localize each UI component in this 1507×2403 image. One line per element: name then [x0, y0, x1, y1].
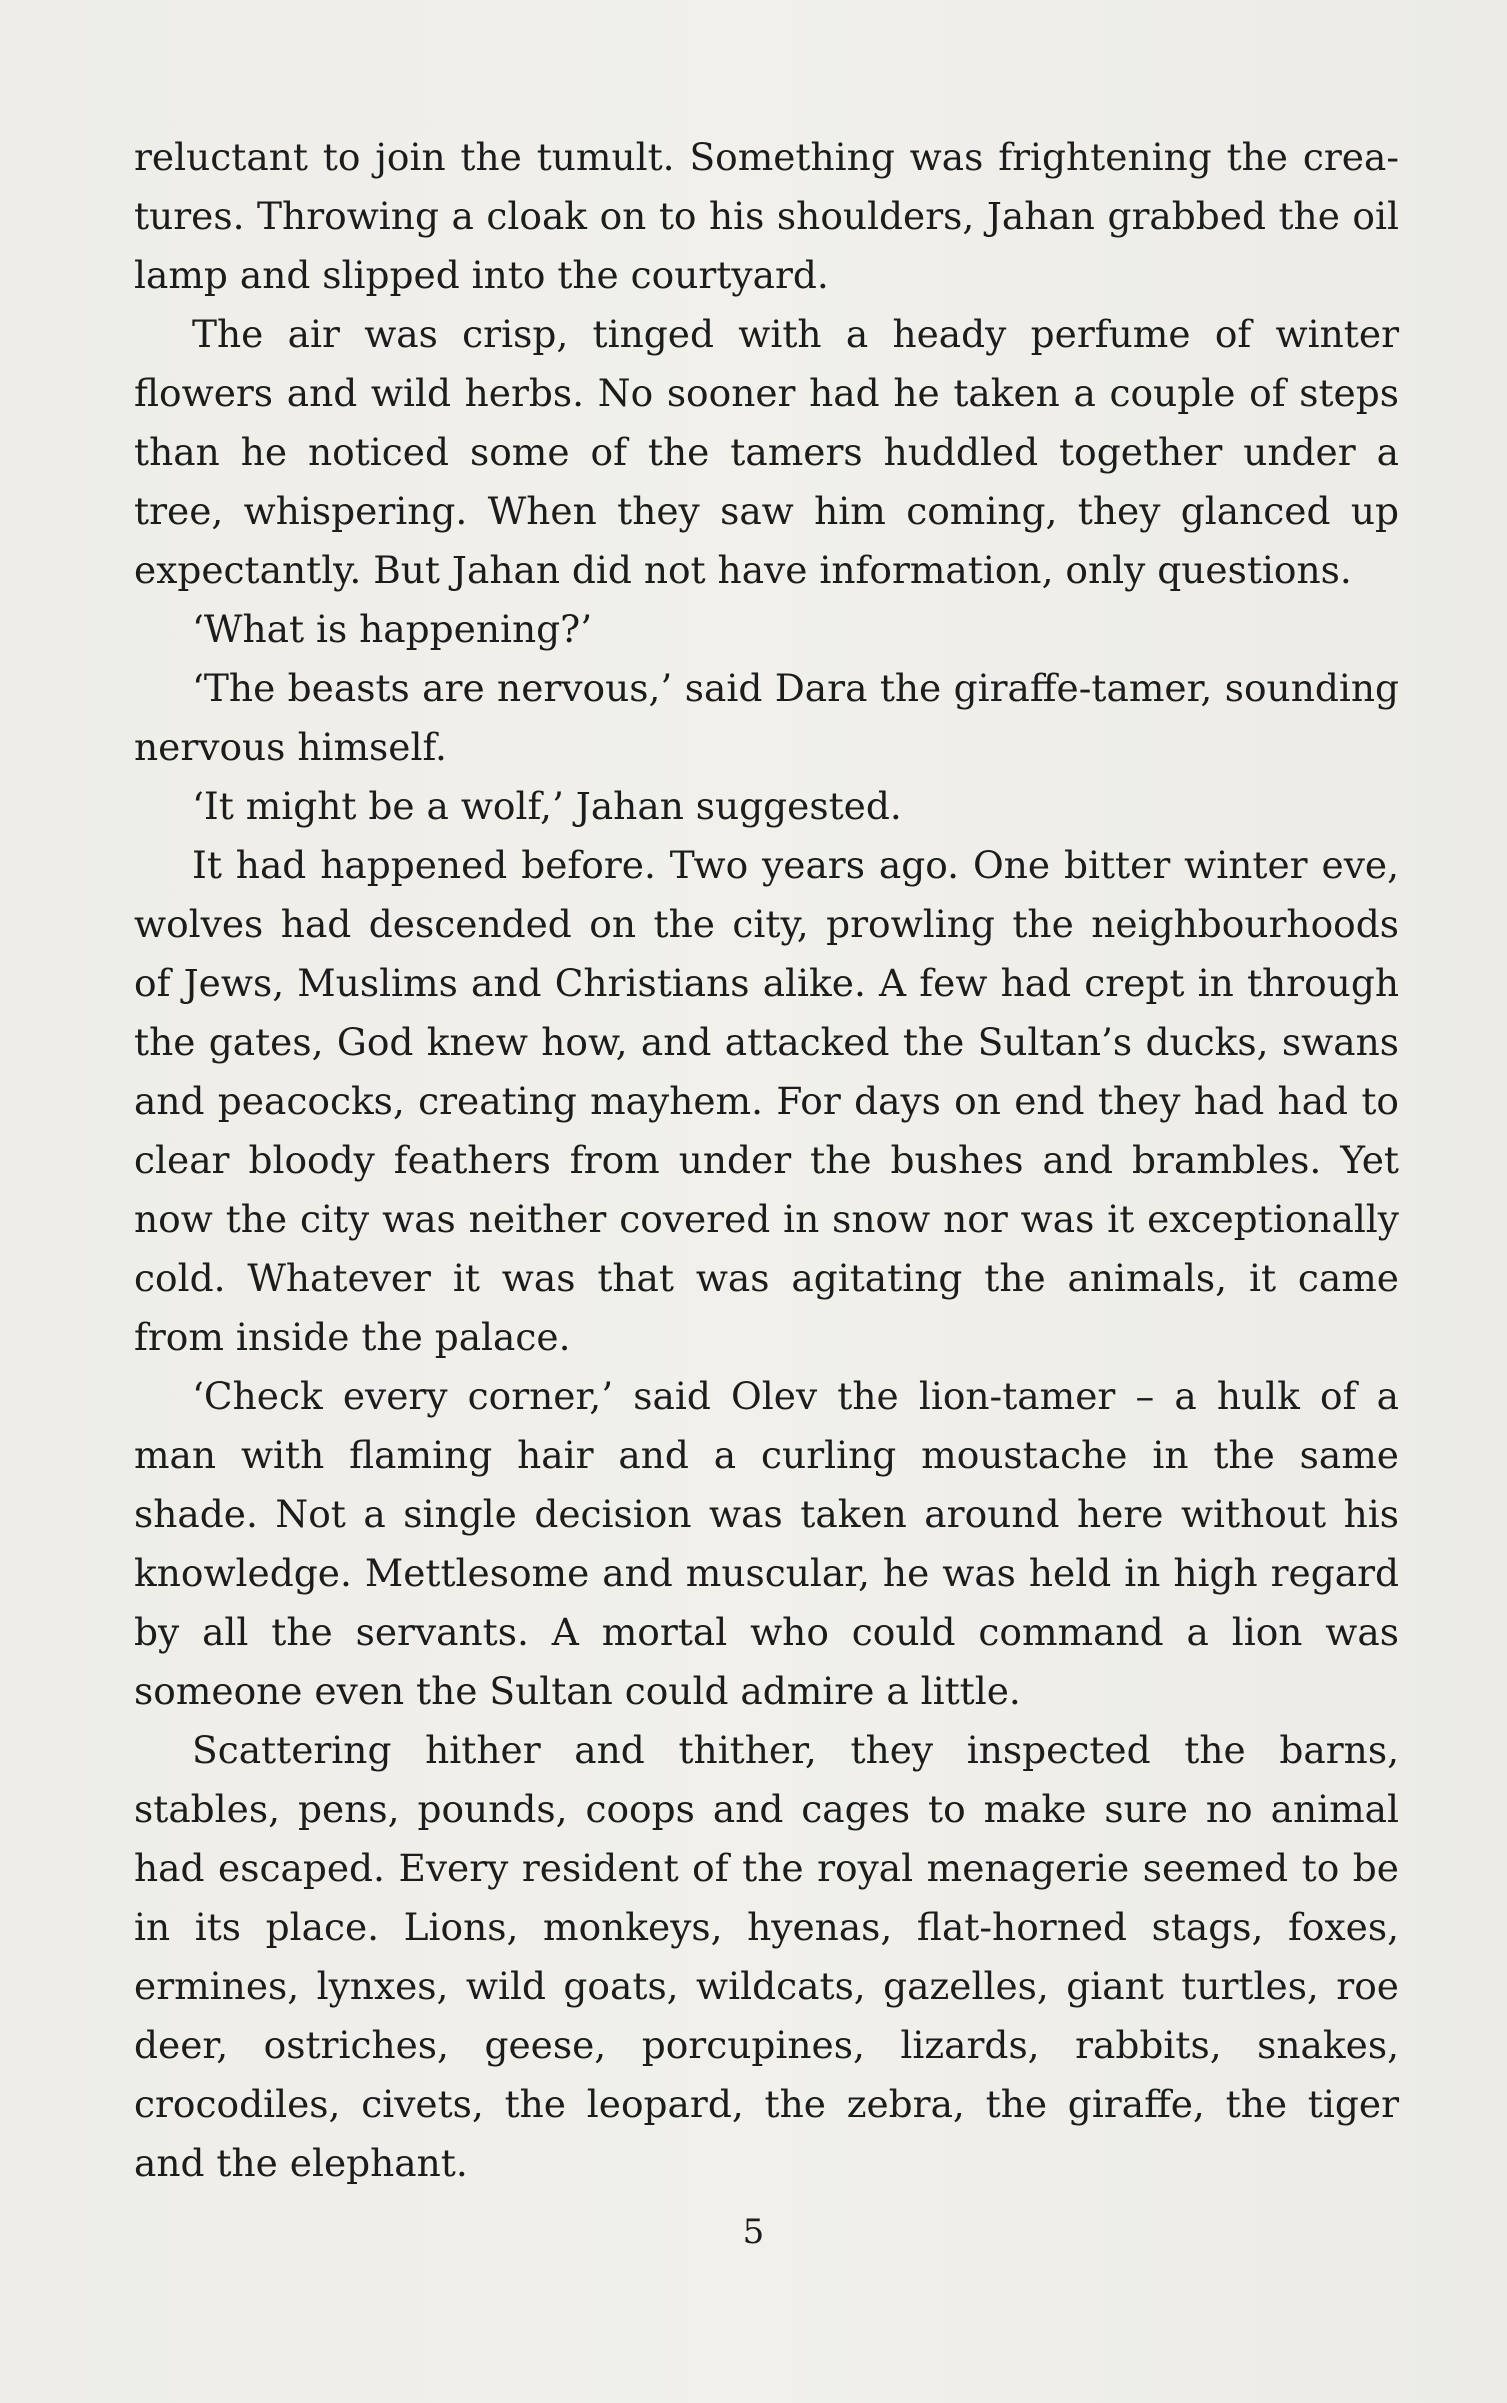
paragraph: reluctant to join the tumult. Something was frightening the creatures. Throwing a cloak on to his shoulders, Jahan grabbed the oil lamp and slipped into the courtyard.: [134, 135, 1399, 297]
body-text: [134, 128, 1399, 2193]
page-number: 5: [742, 2212, 765, 2252]
paragraph: It had happened before. Two years ago. One bitter winter eve, wolves had descended on the city, prowling the neighbourhoods of Jews, Muslims and Christians alike. A few had crept in through the gates, God knew how, and attacked the Sultan’s ducks, swans and peacocks, creating mayhem. For days on end they had had to clear bloody feathers from under the bushes and brambles. Yet now the city was neither covered in snow nor was it exceptionally cold. Whatever it was that was agitating the animals, it came from inside the palace.: [134, 843, 1399, 1359]
paragraph: Scattering hither and thither, they inspected the barns, stables, pens, pounds, coops and cages to make sure no animal had escaped. Every resident of the royal menagerie seemed to be in its place. Lions, monkeys, hyenas, flat-horned stags, foxes, ermines, lynxes, wild goats, wildcats, gazelles, giant turtles, roe deer, ostriches, geese, porcupines, lizards, rabbits, snakes, crocodiles, civets, the leopard, the zebra, the giraffe, the tiger and the elephant.: [134, 1728, 1399, 2185]
paragraph: ‘It might be a wolf,’ Jahan suggested.: [192, 784, 902, 828]
paragraph: The air was crisp, tinged with a heady perfume of winter flowers and wild herbs. No sooner had he taken a couple of steps than he noticed some of the tamers huddled together under a tree, whispering. When they saw him coming, they glanced up expectantly. But Jahan did not have information, only questions.: [134, 312, 1399, 592]
paragraph: ‘Check every corner,’ said Olev the lion-tamer – a hulk of a man with flaming hair and a curling moustache in the same shade. Not a single decision was taken around here without his knowledge. Mettlesome and muscular, he was held in high regard by all the servants. A mortal who could command a lion was someone even the Sultan could admire a little.: [134, 1374, 1399, 1713]
paragraph: ‘What is happening?’: [192, 607, 593, 651]
paragraph: ‘The beasts are nervous,’ said Dara the giraffe-tamer, sounding nervous himself.: [134, 666, 1399, 769]
